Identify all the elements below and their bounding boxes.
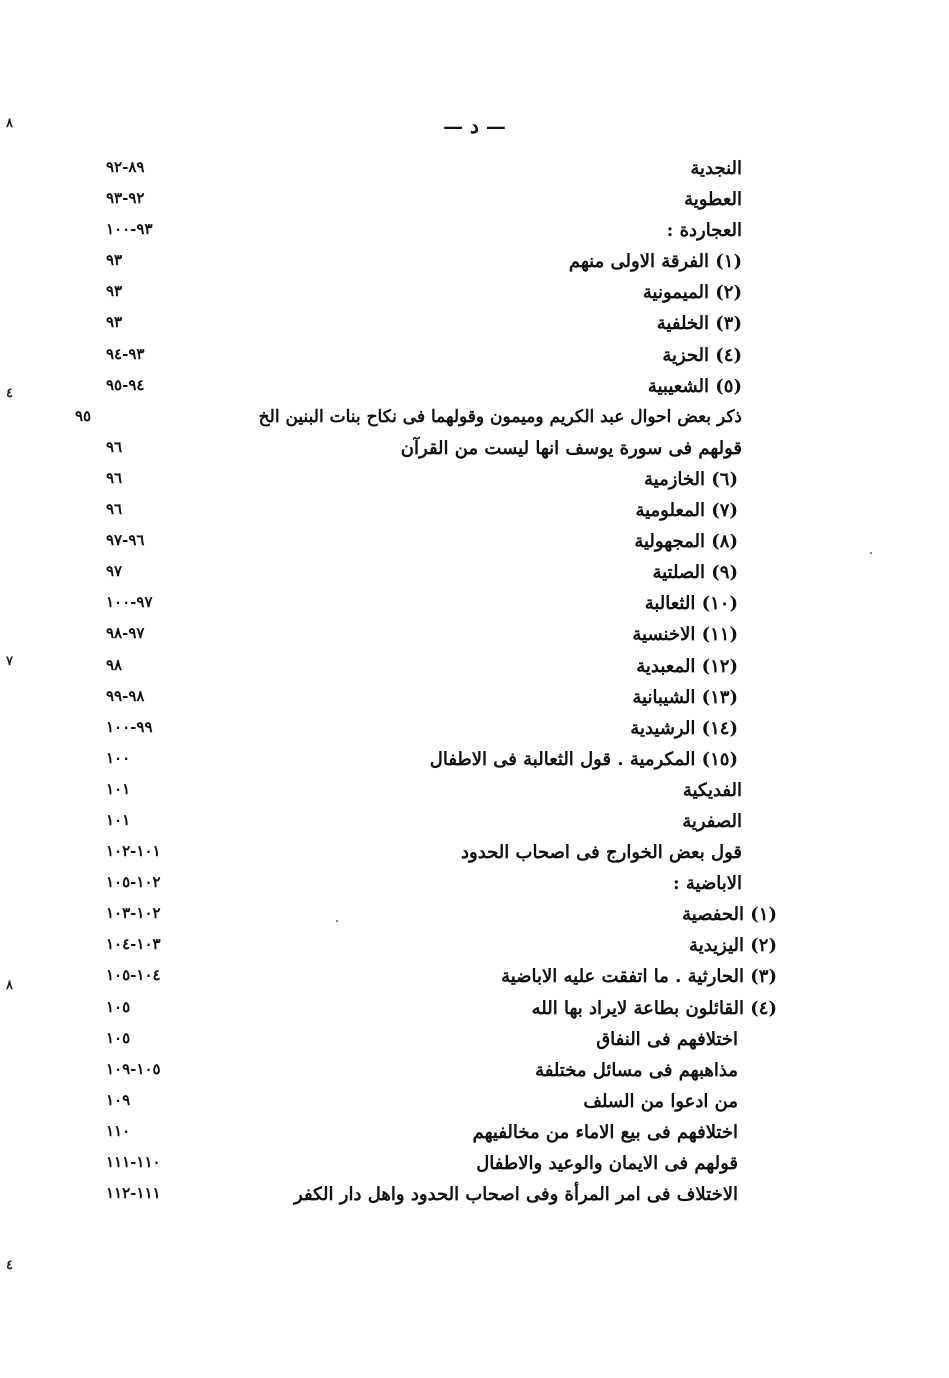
toc-entry-title: قولهم فى سورة يوسف انها ليست من القرآن <box>400 437 742 459</box>
toc-entry-title: العجاردة : <box>666 220 742 242</box>
toc-entry-pages: ٩٨-٩٩ <box>106 686 145 705</box>
toc-entry-title: من ادعوا من السلف <box>583 1090 738 1112</box>
margin-mark: ٧ <box>6 654 13 669</box>
toc-entry-title: الصفرية <box>682 810 742 832</box>
toc-entry-pages: ٩٣-١٠٠ <box>106 220 153 239</box>
toc-entry-pages: ١٠٠ <box>106 748 131 767</box>
speck <box>870 552 872 554</box>
toc-entry-pages: ٩٨ <box>106 655 123 674</box>
toc-entry-title: ذكر بعض احوال عبد الكريم وميمون وقولهما فى نكاح بنات البنين الخ <box>258 406 742 427</box>
toc-entry-title: (٢) الميمونية <box>642 282 742 304</box>
toc-entry <box>100 249 780 280</box>
toc-entry-title: (٨) المجهولية <box>634 531 738 553</box>
toc-entry-pages: ٩٧-١٠٠ <box>106 593 153 612</box>
toc-entry-title: (١) الفرقة الاولى منهم <box>568 251 742 273</box>
toc-entry <box>100 1089 780 1120</box>
toc-entry-title: (٤) الحزية <box>662 344 742 366</box>
toc-entry-title: (١١) الاخنسية <box>632 624 738 646</box>
toc-entry-title: (١٠) الثعالبة <box>644 593 738 615</box>
toc-entry-pages: ٩٣ <box>106 313 123 332</box>
toc-entry-title: اختلافهم فى النفاق <box>596 1028 738 1050</box>
toc-entry <box>100 654 780 685</box>
toc-entry-pages: ٩٥ <box>75 406 92 425</box>
toc-entry-title: النجدية <box>690 158 742 179</box>
toc-entry <box>100 218 780 249</box>
toc-entry-pages: ١٠٥ <box>106 997 131 1016</box>
toc-entry <box>100 840 780 871</box>
margin-mark: ٤ <box>6 1258 13 1273</box>
toc-entry <box>100 1120 780 1151</box>
toc-entry-pages: ١٠١ <box>106 779 131 798</box>
toc-entry <box>100 716 780 747</box>
toc-entry <box>100 1182 780 1213</box>
toc-entry-title: (٩) الصلتية <box>652 562 738 584</box>
toc-entry <box>100 902 780 933</box>
toc-entry <box>100 374 780 405</box>
toc-entry <box>100 343 780 374</box>
toc-entry-pages: ١٠٢-١٠٣ <box>106 904 161 923</box>
toc-entry-title: (١٥) المكرمية . قول الثعالبة فى الاطفال <box>429 748 738 770</box>
toc-entry-pages: ١٠٣-١٠٤ <box>106 935 161 954</box>
margin-mark: ٨ <box>6 978 13 993</box>
toc-entry-pages: ٩٧-٩٨ <box>106 624 145 643</box>
toc-entry-pages: ٩٦ <box>106 500 123 519</box>
toc-entry-title: (٧) المعلومية <box>635 500 738 522</box>
toc-entry-pages: ٩٢-٩٣ <box>106 189 145 208</box>
toc-entry <box>100 467 780 498</box>
toc-entry-title: (٥) الشعيبية <box>647 375 742 397</box>
toc-entry <box>100 498 780 529</box>
toc-entry <box>100 622 780 653</box>
toc-entry-pages: ١٠٤-١٠٥ <box>106 966 161 985</box>
toc-entry-title: اختلافهم فى بيع الاماء من مخالفيهم <box>472 1121 738 1143</box>
toc-entry-title: قول بعض الخوارج فى اصحاب الحدود <box>461 842 742 864</box>
margin-mark: ٤ <box>6 386 13 401</box>
toc-entry <box>100 1027 780 1058</box>
toc-entry-title: (١٤) الرشيدية <box>630 717 738 739</box>
toc-entry-title: الفديكية <box>682 779 742 801</box>
toc-entry-pages: ١٠٥ <box>106 1028 131 1047</box>
table-of-contents <box>75 156 780 1213</box>
toc-entry-title: (١٣) الشيبانية <box>632 686 738 708</box>
toc-entry-pages: ١١٠-١١١ <box>106 1153 161 1171</box>
toc-entry-pages: ٩٦ <box>106 437 123 456</box>
toc-entry <box>100 280 780 311</box>
toc-entry <box>100 747 780 778</box>
toc-entry <box>100 933 780 964</box>
toc-entry-pages: ٩٤-٩٥ <box>106 375 145 394</box>
toc-entry-pages: ٩٦ <box>106 468 123 487</box>
toc-entry-title: (٤) القائلون بطاعة لايراد بها الله <box>531 997 777 1019</box>
toc-entry-pages: ٩٣ <box>106 282 123 301</box>
toc-entry <box>100 311 780 342</box>
toc-entry-pages: ٩٣ <box>106 251 123 270</box>
toc-entry-title: (١٢) المعبدية <box>636 655 738 677</box>
toc-entry-pages: ٩٧ <box>106 562 123 581</box>
toc-entry <box>100 1058 780 1089</box>
toc-entry <box>100 778 780 809</box>
toc-entry-pages: ١٠٩ <box>106 1090 131 1109</box>
toc-entry <box>100 591 780 622</box>
toc-entry <box>100 685 780 716</box>
toc-entry-pages: ١١٠ <box>106 1121 131 1140</box>
toc-entry <box>100 529 780 560</box>
toc-entry <box>100 871 780 902</box>
margin-mark: ٨ <box>6 116 13 131</box>
toc-entry-pages: ٩٣-٩٤ <box>106 344 145 363</box>
toc-entry-pages: ١٠١-١٠٢ <box>106 842 161 861</box>
toc-entry <box>100 560 780 591</box>
toc-entry-pages: ١٠٢-١٠٥ <box>106 873 161 892</box>
toc-entry-title: الاباضية : <box>672 873 742 895</box>
toc-entry <box>100 809 780 840</box>
page-header: — د — <box>443 114 506 138</box>
toc-entry <box>100 1151 780 1182</box>
toc-entry-pages: ٨٩-٩٢ <box>106 158 145 176</box>
toc-entry <box>100 436 780 467</box>
toc-entry-title: قولهم فى الايمان والوعيد والاطفال <box>476 1153 738 1174</box>
toc-entry-title: (٢) اليزيدية <box>689 935 777 957</box>
toc-entry <box>100 964 780 995</box>
toc-entry <box>75 405 780 436</box>
toc-entry <box>100 187 780 218</box>
toc-entry-title: (١) الحفصية <box>682 904 777 926</box>
toc-entry-pages: ١١١-١١٢ <box>106 1184 161 1203</box>
toc-entry <box>100 996 780 1027</box>
toc-entry-pages: ١٠٥-١٠٩ <box>106 1059 161 1078</box>
toc-entry-title: (٣) الحارثية . ما اتفقت عليه الاباضية <box>501 966 777 988</box>
toc-entry <box>100 156 780 187</box>
toc-entry-pages: ٩٩-١٠٠ <box>106 717 153 736</box>
toc-entry-title: الاختلاف فى امر المرأة وفى اصحاب الحدود واهل دار الكفر <box>294 1184 738 1206</box>
toc-entry-title: مذاهبهم فى مسائل مختلفة <box>535 1059 738 1081</box>
toc-entry-pages: ١٠١ <box>106 810 131 829</box>
toc-entry-title: (٣) الخلفية <box>656 313 742 335</box>
toc-entry-pages: ٩٦-٩٧ <box>106 531 145 550</box>
toc-entry-title: العطوية <box>684 189 742 211</box>
toc-entry-title: (٦) الخازمية <box>644 468 738 490</box>
